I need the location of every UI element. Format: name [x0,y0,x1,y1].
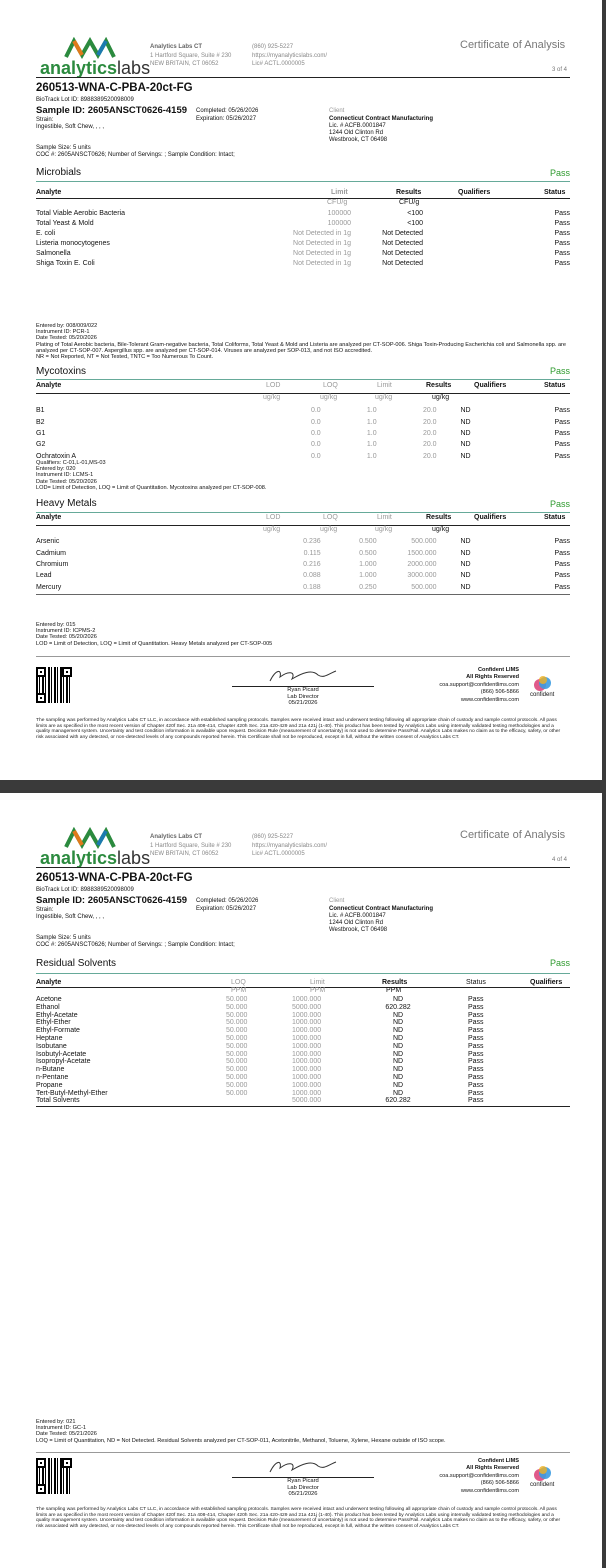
sample-id: Sample ID: 2605ANSCT0626-4159 [36,105,188,116]
table-cell: ND [392,1027,404,1035]
table-row [36,439,570,450]
table-cell: Not Detected in 1g [293,249,351,257]
table-cell: Listeria monocytogenes [36,239,110,247]
table-row [36,559,570,570]
table-cell: 5000.000 [292,1003,322,1011]
completed-date: Completed: 05/26/2026 [196,108,259,114]
mycotoxins-title: Mycotoxins [36,366,87,377]
table-cell: ND [460,441,471,449]
table-cell: Pass [468,1035,484,1042]
table-cell [494,570,554,581]
table-cell: Total Yeast & Mold [36,219,94,227]
table-cell: 50.000 [226,1058,248,1066]
col-header: Qualifiers [474,514,507,521]
coa-page-3: analyticslabs Analytics Labs CT 1 Hartford Square, Suite # 230 NEW BRITAIN, CT 06052 (860) 925-5227 https://myanalyticslabs.com/ Lic# ACTL.0000005 Certificate of Analysis 3 of 4 260513-WNA-C-PBA-20ct-FG BioTrack Lot ID: 8988389520098009 Sample ID: 2605ANSCT0626-4159 Strain: Ingestible, Soft Chew, , , , Completed: 05/26/2026 Expiration: 05/26/2027 Client Connecticut Contract Manufacturing Lic. # ACFB.0001847 1244 Old Clinton Rd Westbrook, CT 06498 Sample Size: 5 units COC #: 2605ANSCT0626; Number of Servings: ; Sample Condition: Intact; Microbials Pass Analyte Limit Results Qualifiers Status CFU/g CFU/g Total Viable Aerobic Bacteria 100000 <100 Pass Total Yeast & Mold 100000 <100 Pass E. coli Not Detected in 1g Not Detected Pass Listeria monocytogenes Not Detected in 1g Not Detected Pass Salmonella Not Detected in 1g Not Detected Pass Shiga Toxin E. Coli Not Detected in 1g Not Detected Pass Entered by: 008/009/022 Instrument ID: PCR-1 Date Tested: 05/20/2026 Plating of Total Aerobic bacteria, Bile-Tolerant Gram-negative bacteria, Total Coliforms, Total Yeast & Mold and Listeria are analyzed per CT-SOP-006. Shiga Toxin-Producing Escherichia coli and Salmonella spp. are analyzed per CT-SOP-007. Aspergillus spp. are analyzed per CT-SOP-014. Viruses are analyzed per SOP-013, and not ISO accredited. NR = Not Reported, NT = Not Tested, TNTC = Too Numerous To Count. Mycotoxins Pass B1 0.0 1.0 20.0 ND Pass B2 0.0 1.0 20.0 ND Pass G1 0.0 1.0 20.0 ND Pass G2 0.0 1.0 20.0 ND Pass Ochratoxin A 0.0 1.0 20.0 ND Pass Qualifiers: C-01,L-01,MS-03 Entered by: 020 Instrument ID: LCMS-1 Date Tested: 05/20/2026 LOD= Limit of Detection, LOQ = Limit of Quantitation. Mycotoxins analyzed per CT-SOP-008. Heavy Metals Pass Arsenic 0.236 0.500 500.000 ND Pass Cadmium 0.115 0.500 1500.000 ND Pass Chromium 0.216 1.000 2000.000 ND Pass Lead 0.088 1.000 3000.000 ND Pass Mercury 0.188 0.250 500.000 ND Pass Entered by: 015 Instrument ID: ICPMS-2 Date Tested: 05/20/2026 LOD = Limit of Detection, LOQ = Limit of Quantitation. Heavy Metals analyzed per CT-SOP-005 Ryan Picard Lab Director 05/21/2026 Confident LIMS All Rights Reserved coa.support@confidentlims.com (866) 506-5866 www.confidentlims.com confident The sampling was performed by Analytics Labs CT LLC, in accordance with established sampling protocols. Samples were received intact and underwent testing following all appropriate chain of custody and sample control protocols. All pass limits are as specified in the most recent version of Chapter 420f Sec. 21a 408-414, Chapter 420h Sec. 21a 420-429 and 21a 421j (1-40). This product has been tested by Analytics Labs using internally validated testing methodologies and a quality management system. Uncertainty and test condition information is available upon request. Decision Rule (measurement of uncertainty) is not used to determine Pass/Fail. Analytics Labs makes no claim as to the efficacy, safety, or other risk associated with any detected, or non-detected levels of any compounds reported herein. This Certificate shall not be reproduced, except in full, without the written consent of Analytics Labs CT. Analyte LOD LOQ Limit Results Qualifiers Status ug/kg ug/kg ug/kg ug/kg Analyte LOD LOQ Limit Results Qualifiers Status ug/kg ug/kg ug/kg ug/kg [0,0,602,780]
lims-info: Confident LIMS All Rights Reserved coa.support@confidentlims.com (866) 506-5866 www.confidentlims.com [439,1458,519,1494]
table-cell: 50.000 [226,1050,248,1058]
residual-solvents-notes: Entered by: 021 Instrument ID: GC-1 Date Tested: 05/21/2026 LOQ = Limit of Quantitation, ND = Not Detected. Residual Solvents analyzed per CT-SOP-011, Acetonitrile, Methanol, Toluene, Xylene, Hexane outside of ISO scope. [36,1419,446,1444]
col-header: Limit [377,382,392,389]
table-cell: 500.000 [411,583,437,591]
table-cell: 100000 [327,219,351,227]
analytics-labs-logo-icon [64,37,116,59]
table-cell: Not Detected [382,239,423,247]
mycotoxins-notes: Qualifiers: C-01,L-01,MS-03 Entered by: 020 Instrument ID: LCMS-1 Date Tested: 05/20/2026 LOD= Limit of Detection, LOQ = Limit of Quantitation. Mycotoxins analyzed per CT-SOP-008. [36,460,267,491]
table-cell: Total Viable Aerobic Bacteria [36,209,125,217]
table-cell: 1.0 [366,452,377,460]
table-cell: 50.000 [226,1003,248,1011]
table-cell: Arsenic [36,538,60,546]
client-label: Client [329,898,345,904]
heavy-metals-title: Heavy Metals [36,498,97,509]
table-cell: 0.0 [310,452,321,460]
table-cell [495,428,555,439]
table-cell: Not Detected in 1g [293,229,351,237]
matrix: Ingestible, Soft Chew, , , , [36,914,105,920]
table-cell: 0.0 [310,441,321,449]
col-header: LOD [266,382,281,389]
table-cell: Pass [554,219,570,227]
table-cell: Pass [468,1058,484,1066]
table-cell: 0.250 [359,583,377,591]
table-cell [494,536,554,547]
table-cell: Pass [468,1027,484,1035]
table-cell: Pass [468,1066,484,1074]
table-cell: 1000.000 [292,1066,322,1074]
col-analyte: Analyte [36,189,62,196]
table-cell: Chromium [36,560,69,568]
table-cell: ND [460,407,471,415]
table-cell: Pass [554,429,570,437]
table-row [36,238,570,248]
client-city: Westbrook, CT 06498 [329,137,388,143]
table-cell: 2000.000 [407,560,437,568]
table-cell: Heptane [36,1035,63,1042]
col-header: Qualifiers [474,382,507,389]
table-cell: 500.000 [411,538,437,546]
table-cell: 20.0 [422,418,437,426]
table-cell: ND [460,418,471,426]
table-cell: Pass [554,249,570,257]
table-row [36,416,570,427]
table-cell: 1.000 [359,560,377,568]
table-cell: Pass [554,441,570,449]
lab-contact: (860) 925-5227 https://myanalyticslabs.com/ Lic# ACTL.0000005 [252,834,328,857]
table-cell: Pass [468,1097,484,1105]
table-cell: B1 [36,407,45,415]
table-cell: Pass [468,996,484,1003]
strain: Strain: [36,907,54,913]
coc-line: COC #: 2605ANSCT0626; Number of Servings: ; Sample Condition: Intact; [36,942,235,948]
client-license: Lic. # ACFB.0001847 [329,123,386,129]
table-cell: Ethanol [36,1003,60,1011]
page-number: 4 of 4 [552,857,568,863]
table-cell: 0.115 [303,549,321,557]
table-cell: Pass [468,1089,484,1097]
table-row [36,547,570,558]
disclaimer: The sampling was performed by Analytics Labs CT LLC, in accordance with established sampling protocols. Samples were received intact and underwent testing following all appropriate chain of custody and sample control protocols. All pass limits are as specified in the most recent version of Chapter 420f Sec. 21a 408-414, Chapter 420h Sec. 21a 420-429 and 21a 421j (1-40). This product has been tested by Analytics Labs using internally validated testing methodologies and a quality management system. Uncertainty and test condition information is available upon request. Decision Rule (measurement of uncertainty) is not used to determine Pass/Fail. Analytics Labs makes no claim as to the efficacy, safety, or other risk associated with any detected, or non-detected levels of any compounds reported herein. This Certificate shall not be reproduced, except in full, without the written consent of Analytics Labs CT. [36,718,561,740]
coa-page-4: analyticslabs Analytics Labs CT 1 Hartford Square, Suite # 230 NEW BRITAIN, CT 06052 (860) 925-5227 https://myanalyticslabs.com/ Lic# ACTL.0000005 Certificate of Analysis 4 of 4 260513-WNA-C-PBA-20ct-FG BioTrack Lot ID: 8988389520098009 Sample ID: 2605ANSCT0626-4159 Strain: Ingestible, Soft Chew, , , , Completed: 05/26/2026 Expiration: 05/26/2027 Client Connecticut Contract Manufacturing Lic. # ACFB.0001847 1244 Old Clinton Rd Westbrook, CT 06498 Sample Size: 5 units COC #: 2605ANSCT0626; Number of Servings: ; Sample Condition: Intact; Residual Solvents Pass Analyte LOQ Limit Results Status Qualifiers PPM PPM PPM Entered by: 021 Instrument ID: GC-1 Date Tested: 05/21/2026 LOQ = Limit of Quantitation, ND = Not Detected. Residual Solvents analyzed per CT-SOP-011, Acetonitrile, Methanol, Toluene, Xylene, Hexane outside of ISO scope. Ryan Picard Lab Director 05/21/2026 Confident LIMS All Rights Reserved coa.support@confidentlims.com (866) 506-5866 www.confidentlims.com confident The sampling was performed by Analytics Labs CT LLC, in accordance with established sampling protocols. Samples were received intact and underwent testing following all appropriate chain of custody and sample control protocols. All pass limits are as specified in the most recent version of Chapter 420f Sec. 21a 408-414, Chapter 420h Sec. 21a 420-429 and 21a 421j (1-40). This product has been tested by Analytics Labs using internally validated testing methodologies and a quality management system. Uncertainty and test condition information is available upon request. Decision Rule (measurement of uncertainty) is not used to determine Pass/Fail. Analytics Labs makes no claim as to the efficacy, safety, or other risk associated with any detected, or non-detected levels of any compounds reported herein. This Certificate shall not be reproduced, except in full, without the written consent of Analytics Labs CT. Acetone 50.000 1000.000 ND Pass Ethanol 50.000 5000.000 620.282 Pass Ethyl-Acetate 50.000 1000.000 ND Pass Ethyl-Ether 50.000 1000.000 ND Pass Ethyl-Formate 50.000 1000.000 ND Pass Heptane 50.000 1000.000 ND Pass Isobutane 50.000 1000.000 ND Pass Isobutyl-Acetate 50.000 1000.000 ND Pass Isopropyl-Acetate 50.000 1000.000 ND Pass n-Butane 50.000 1000.000 ND Pass n-Pentane 50.000 1000.000 ND Pass Propane 50.000 1000.000 ND Pass Tert-Butyl-Methyl-Ether 50.000 1000.000 ND Pass Total Solvents 5000.000 620.282 Pass [0,793,602,1568]
table-cell: <100 [407,219,423,227]
biotrack-id: BioTrack Lot ID: 8988389520098009 [36,97,134,103]
disclaimer: The sampling was performed by Analytics Labs CT LLC, in accordance with established sampling protocols. Samples were received intact and underwent testing following all appropriate chain of custody and sample control protocols. All pass limits are as specified in the most recent version of Chapter 420f Sec. 21a 408-414, Chapter 420h Sec. 21a 420-429 and 21a 421j (1-40). This product has been tested by Analytics Labs using internally validated testing methodologies and a quality management system. Uncertainty and test condition information is available upon request. Decision Rule (measurement of uncertainty) is not used to determine Pass/Fail. Analytics Labs makes no claim as to the efficacy, safety, or other risk associated with any detected, or non-detected levels of any compounds reported herein. This Certificate shall not be reproduced, except in full, without the written consent of Analytics Labs CT. [36,1507,561,1529]
table-row [36,258,570,268]
table-cell: ND [392,996,404,1003]
table-cell: 0.0 [310,418,321,426]
table-cell: 20.0 [422,452,437,460]
table-cell: Acetone [36,996,62,1003]
lims-info: Confident LIMS All Rights Reserved coa.support@confidentlims.com (866) 506-5866 www.confidentlims.com [439,667,519,703]
table-cell [423,228,493,238]
table-cell: Pass [468,1003,484,1011]
table-cell: 1000.000 [292,1058,322,1066]
col-header: Results [426,382,452,389]
table-cell: E. coli [36,229,56,237]
table-cell: 1000.000 [292,1050,322,1058]
col-header: Status [544,382,566,389]
sample-size: Sample Size: 5 units [36,145,91,151]
table-cell: ND [460,572,471,580]
table-cell: Total Solvents [36,1097,80,1105]
matrix: Ingestible, Soft Chew, , , , [36,124,105,130]
signatory: Ryan Picard Lab Director 05/21/2026 [287,1478,319,1498]
table-cell [494,547,554,558]
table-cell: <100 [407,209,423,217]
table-row [36,582,570,593]
col-header: Analyte [36,382,62,389]
table-cell: Pass [554,538,570,546]
lab-contact: (860) 925-5227 https://myanalyticslabs.com/ Lic# ACTL.0000005 [252,44,328,67]
table-cell [495,439,555,450]
table-cell: Mercury [36,583,62,591]
table-cell: Pass [468,1011,484,1019]
page-number: 3 of 4 [552,67,568,73]
table-row [36,218,570,228]
table-cell: Isobutyl-Acetate [36,1050,87,1058]
table-cell: 0.0 [310,407,321,415]
table-cell: 50.000 [226,1081,248,1089]
table-cell: 1000.000 [292,1074,322,1081]
table-cell: 1.0 [366,418,377,426]
table-cell: 0.188 [303,583,321,591]
table-cell: Ochratoxin A [36,452,77,460]
client-label: Client [329,108,345,114]
table-cell: Pass [468,1074,484,1081]
biotrack-id: BioTrack Lot ID: 8988389520098009 [36,887,134,893]
table-cell: 1.000 [359,572,377,580]
table-cell: 100000 [327,209,351,217]
table-cell: Cadmium [36,549,66,557]
table-cell: 0.216 [303,560,321,568]
microbials-title: Microbials [36,167,82,178]
table-cell: 1.0 [366,441,377,449]
table-cell: Pass [468,1042,484,1050]
table-cell: 0.236 [303,538,321,546]
lab-address: Analytics Labs CT 1 Hartford Square, Suite # 230 NEW BRITAIN, CT 06052 [150,44,232,67]
table-cell: Pass [554,572,570,580]
confident-logo-icon [532,1463,554,1483]
table-row [36,428,570,439]
table-cell: Pass [554,549,570,557]
table-cell: 50.000 [226,1066,248,1074]
unit-label: ug/kg [320,526,338,533]
table-cell: 1000.000 [292,996,322,1003]
table-cell: Not Detected [382,229,423,237]
client-name: Connecticut Contract Manufacturing [329,116,434,122]
table-row [36,208,570,218]
table-cell: 1000.000 [292,1035,322,1042]
col-header: Results [426,514,452,521]
table-cell [494,559,554,570]
table-cell: 1000.000 [292,1089,322,1097]
table-cell: 20.0 [422,407,437,415]
logo-wordmark: analyticslabs [40,58,151,78]
table-cell: Pass [468,1081,484,1089]
table-cell: ND [392,1035,404,1042]
microbials-notes: Entered by: 008/009/022 Instrument ID: PCR-1 Date Tested: 05/20/2026 Plating of Total Aerobic bacteria, Bile-Tolerant Gram-negative bacteria, Total Coliforms, Total Yeast & Mold and Listeria are analyzed per CT-SOP-006. Shiga Toxin-Producing Escherichia coli and Salmonella spp. are analyzed per CT-SOP-007. Aspergillus spp. are analyzed per CT-SOP-014. Viruses are analyzed per SOP-013, and not ISO accredited. NR = Not Reported, NT = Not Tested, TNTC = Too Numerous To Count. [36,323,567,361]
microbials-table [36,208,570,268]
table-cell: Not Detected in 1g [293,259,351,267]
unit-label: ug/kg [375,526,393,533]
table-cell: 0.500 [359,538,377,546]
table-cell: ND [392,1066,404,1074]
col-status: Status [544,189,566,196]
table-cell: 1500.000 [407,549,437,557]
table-cell: 1000.000 [292,1027,322,1035]
table-cell: Lead [36,572,52,580]
table-cell: 1000.000 [292,1081,322,1089]
completed-date: Completed: 05/26/2026 [196,898,259,904]
table-cell: ND [392,1011,404,1019]
expiration-date: Expiration: 05/26/2027 [196,906,257,912]
confident-wordmark: confident [530,1482,555,1488]
expiration-date: Expiration: 05/26/2027 [196,116,257,122]
table-cell: Ethyl-Acetate [36,1011,78,1019]
table-cell: Pass [554,560,570,568]
col-results: Results [396,189,422,196]
table-cell: 3000.000 [407,572,437,580]
table-cell: Pass [554,583,570,591]
sample-size: Sample Size: 5 units [36,935,91,941]
table-cell: 50.000 [226,1089,248,1097]
table-cell: Ethyl-Formate [36,1027,80,1035]
unit-label: ug/kg [432,394,450,401]
table-cell: ND [460,583,471,591]
col-header: Status [544,514,566,521]
batch-name: 260513-WNA-C-PBA-20ct-FG [36,872,193,884]
col-header: Limit [377,514,392,521]
client-name: Connecticut Contract Manufacturing [329,906,434,912]
col-header: Analyte [36,514,62,521]
qr-code-icon[interactable] [36,667,72,703]
coa-title: Certificate of Analysis [460,39,566,51]
table-cell [423,208,493,218]
table-cell: 1000.000 [292,1011,322,1019]
table-cell: 0.500 [359,549,377,557]
table-cell [423,218,493,228]
table-cell: Pass [554,239,570,247]
client-license: Lic. # ACFB.0001847 [329,913,386,919]
table-cell: n-Pentane [36,1074,69,1081]
coa-title: Certificate of Analysis [460,829,566,841]
table-cell: ND [392,1089,404,1097]
table-cell: B2 [36,418,45,426]
coc-line: COC #: 2605ANSCT0626; Number of Servings: ; Sample Condition: Intact; [36,152,235,158]
table-cell: Pass [554,418,570,426]
table-cell: Not Detected in 1g [293,239,351,247]
table-cell: Not Detected [382,259,423,267]
table-cell: G2 [36,441,46,449]
table-cell [495,405,555,416]
client-city: Westbrook, CT 06498 [329,927,388,933]
residual-solvents-status: Pass [550,958,571,968]
confident-logo-icon [532,673,554,693]
heavy-metals-status: Pass [550,499,571,509]
table-cell: Propane [36,1081,63,1089]
lab-address: Analytics Labs CT 1 Hartford Square, Suite # 230 NEW BRITAIN, CT 06052 [150,834,232,857]
table-cell: 1000.000 [292,1019,322,1027]
unit-label: ug/kg [432,526,450,533]
table-cell: ND [392,1042,404,1050]
table-row [36,248,570,258]
table-cell: ND [460,452,471,460]
unit-label: ug/kg [375,394,393,401]
table-cell: 50.000 [226,1027,248,1035]
mycotoxins-table [36,405,570,462]
table-cell: 50.000 [226,1035,248,1042]
table-cell: n-Butane [36,1066,65,1074]
table-cell: ND [392,1019,404,1027]
table-cell [495,416,555,427]
table-cell: 20.0 [422,441,437,449]
col-limit: Limit [331,189,348,196]
heavy-metals-table [36,536,570,593]
col-header: LOQ [323,382,338,389]
table-cell [423,238,493,248]
unit-label: ug/kg [320,394,338,401]
table-cell: Pass [468,1019,484,1027]
microbials-status: Pass [550,168,571,178]
table-cell: Pass [468,1050,484,1058]
table-cell: ND [460,549,471,557]
table-cell: ND [460,429,471,437]
col-header: LOD [266,514,281,521]
table-cell: 1000.000 [292,1042,322,1050]
table-cell: ND [392,1050,404,1058]
table-cell: ND [392,1074,404,1081]
client-address: 1244 Old Clinton Rd [329,920,384,926]
table-cell: 1.0 [366,429,377,437]
table-cell: 50.000 [226,1019,248,1027]
unit-label: ug/kg [263,394,281,401]
table-cell: ND [460,538,471,546]
table-cell: 50.000 [226,1074,248,1081]
table-cell: 620.282 [385,1097,411,1105]
table-row [36,570,570,581]
analytics-labs-logo-icon [64,827,116,849]
table-cell: Not Detected [382,249,423,257]
table-cell: Pass [554,259,570,267]
table-row [36,536,570,547]
signature-icon [266,1458,338,1476]
mycotoxins-status: Pass [550,366,571,376]
table-cell: 50.000 [226,1011,248,1019]
signatory: Ryan Picard Lab Director 05/21/2026 [287,687,319,707]
table-cell: Pass [554,407,570,415]
strain: Strain: [36,117,54,123]
table-cell [423,258,493,268]
client-address: 1244 Old Clinton Rd [329,130,384,136]
col-qualifiers: Qualifiers [458,189,491,196]
residual-solvents-title: Residual Solvents [36,958,117,969]
table-cell: 5000.000 [292,1097,322,1105]
table-cell: 1.0 [366,407,377,415]
table-cell [423,248,493,258]
table-cell: 0.0 [310,429,321,437]
table-cell: 0.088 [303,572,321,580]
table-cell: 620.282 [385,1003,411,1011]
table-row [36,228,570,238]
heavy-metals-notes: Entered by: 015 Instrument ID: ICPMS-2 Date Tested: 05/20/2026 LOD = Limit of Detection, LOQ = Limit of Quantitation. Heavy Metals analyzed per CT-SOP-005 [36,622,273,647]
table-cell: 50.000 [226,996,248,1003]
table-cell: ND [392,1081,404,1089]
table-cell: G1 [36,429,46,437]
table-cell: Salmonella [36,249,71,257]
confident-wordmark: confident [530,692,555,698]
table-cell [495,451,555,462]
table-cell: ND [460,560,471,568]
table-cell [494,582,554,593]
table-cell: Isopropyl-Acetate [36,1058,91,1066]
table-cell: Isobutane [36,1042,67,1050]
table-cell: Pass [554,209,570,217]
signature-icon [266,667,338,685]
qr-code-icon[interactable] [36,1458,72,1494]
logo-wordmark: analyticslabs [40,848,151,868]
sample-id: Sample ID: 2605ANSCT0626-4159 [36,895,188,906]
table-cell: Tert-Butyl-Methyl-Ether [36,1089,108,1097]
table-cell: Ethyl-Ether [36,1019,71,1027]
table-cell: 50.000 [226,1042,248,1050]
batch-name: 260513-WNA-C-PBA-20ct-FG [36,82,193,94]
unit-label: ug/kg [263,526,281,533]
table-row [36,405,570,416]
table-cell: ND [392,1058,404,1066]
table-cell: Pass [554,229,570,237]
table-cell: Pass [554,452,570,460]
table-cell: 20.0 [422,429,437,437]
table-cell: Shiga Toxin E. Coli [36,259,95,267]
col-header: LOQ [323,514,338,521]
